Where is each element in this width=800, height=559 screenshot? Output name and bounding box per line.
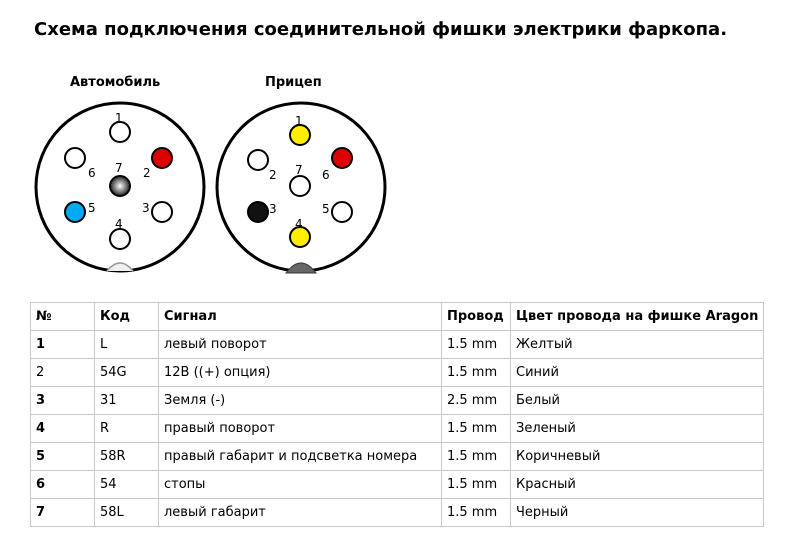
cell-wire-color: Красный bbox=[511, 471, 764, 499]
cell-code: 54G bbox=[95, 359, 159, 387]
trailer-pin-3 bbox=[248, 202, 268, 222]
trailer-connector-diagram bbox=[216, 95, 391, 280]
cell-wire-color: Коричневый bbox=[511, 443, 764, 471]
trailer-pin-6-number: 6 bbox=[322, 168, 330, 182]
cell-number: 4 bbox=[31, 415, 95, 443]
cell-wire-color: Зеленый bbox=[511, 415, 764, 443]
car-pin-6-number: 6 bbox=[88, 166, 96, 180]
cell-wire: 1.5 mm bbox=[442, 331, 511, 359]
header-signal: Сигнал bbox=[159, 303, 442, 331]
table-row bbox=[31, 331, 764, 359]
table-row bbox=[31, 387, 764, 415]
table-header-row bbox=[31, 303, 764, 331]
trailer-pin-2-number: 2 bbox=[269, 168, 277, 182]
trailer-pin-6 bbox=[332, 148, 352, 168]
header-wire-color: Цвет провода на фишке Aragon bbox=[511, 303, 764, 331]
car-pin-3-number: 3 bbox=[142, 201, 150, 215]
cell-signal: правый габарит и подсветка номера bbox=[159, 443, 442, 471]
header-number: № bbox=[31, 303, 95, 331]
cell-code: L bbox=[95, 331, 159, 359]
cell-wire-color: Черный bbox=[511, 499, 764, 527]
cell-wire: 1.5 mm bbox=[442, 415, 511, 443]
cell-code: R bbox=[95, 415, 159, 443]
car-pin-2 bbox=[152, 148, 172, 168]
page-title: Схема подключения соединительной фишки электрики фаркопа. bbox=[34, 19, 728, 40]
car-connector-diagram bbox=[35, 95, 185, 280]
cell-signal: левый поворот bbox=[159, 331, 442, 359]
cell-number: 3 bbox=[31, 387, 95, 415]
trailer-pin-4-number: 4 bbox=[295, 217, 303, 231]
cell-code: 54 bbox=[95, 471, 159, 499]
table-row bbox=[31, 471, 764, 499]
cell-wire-color: Белый bbox=[511, 387, 764, 415]
table-row bbox=[31, 415, 764, 443]
car-pin-4-number: 4 bbox=[115, 217, 123, 231]
cell-signal: правый поворот bbox=[159, 415, 442, 443]
car-pin-5-number: 5 bbox=[88, 201, 96, 215]
table-row bbox=[31, 499, 764, 527]
car-pin-6 bbox=[65, 148, 85, 168]
cell-code: 58L bbox=[95, 499, 159, 527]
car-pin-4 bbox=[110, 229, 130, 249]
trailer-pin-5 bbox=[332, 202, 352, 222]
cell-wire-color: Синий bbox=[511, 359, 764, 387]
cell-number: 5 bbox=[31, 443, 95, 471]
cell-signal: левый габарит bbox=[159, 499, 442, 527]
trailer-pin-1 bbox=[290, 125, 310, 145]
cell-number: 1 bbox=[31, 331, 95, 359]
cell-code: 58R bbox=[95, 443, 159, 471]
cell-code: 31 bbox=[95, 387, 159, 415]
car-pin-1-number: 1 bbox=[115, 111, 123, 125]
pin-table bbox=[30, 302, 764, 527]
cell-signal: 12В ((+) опция) bbox=[159, 359, 442, 387]
car-pin-2-number: 2 bbox=[143, 166, 151, 180]
cell-number: 6 bbox=[31, 471, 95, 499]
trailer-pin-7-number: 7 bbox=[295, 163, 303, 177]
trailer-pin-5-number: 5 bbox=[322, 202, 330, 216]
cell-wire: 1.5 mm bbox=[442, 359, 511, 387]
trailer-connector-label: Прицеп bbox=[265, 75, 322, 90]
cell-wire-color: Желтый bbox=[511, 331, 764, 359]
car-pin-3 bbox=[152, 202, 172, 222]
car-pin-1 bbox=[110, 122, 130, 142]
trailer-pin-2 bbox=[248, 150, 268, 170]
trailer-pin-1-number: 1 bbox=[295, 114, 303, 128]
cell-number: 7 bbox=[31, 499, 95, 527]
cell-wire: 1.5 mm bbox=[442, 471, 511, 499]
cell-wire: 1.5 mm bbox=[442, 443, 511, 471]
cell-signal: Земля (-) bbox=[159, 387, 442, 415]
cell-number: 2 bbox=[31, 359, 95, 387]
cell-wire: 2.5 mm bbox=[442, 387, 511, 415]
table-row bbox=[31, 443, 764, 471]
car-pin-5 bbox=[65, 202, 85, 222]
car-connector-label: Автомобиль bbox=[70, 75, 161, 90]
cell-signal: стопы bbox=[159, 471, 442, 499]
header-wire: Провод bbox=[442, 303, 511, 331]
cell-wire: 1.5 mm bbox=[442, 499, 511, 527]
car-pin-7 bbox=[110, 176, 130, 196]
trailer-pin-3-number: 3 bbox=[269, 202, 277, 216]
trailer-pin-7 bbox=[290, 176, 310, 196]
table-row bbox=[31, 359, 764, 387]
header-code: Код bbox=[95, 303, 159, 331]
car-pin-7-number: 7 bbox=[115, 161, 123, 175]
